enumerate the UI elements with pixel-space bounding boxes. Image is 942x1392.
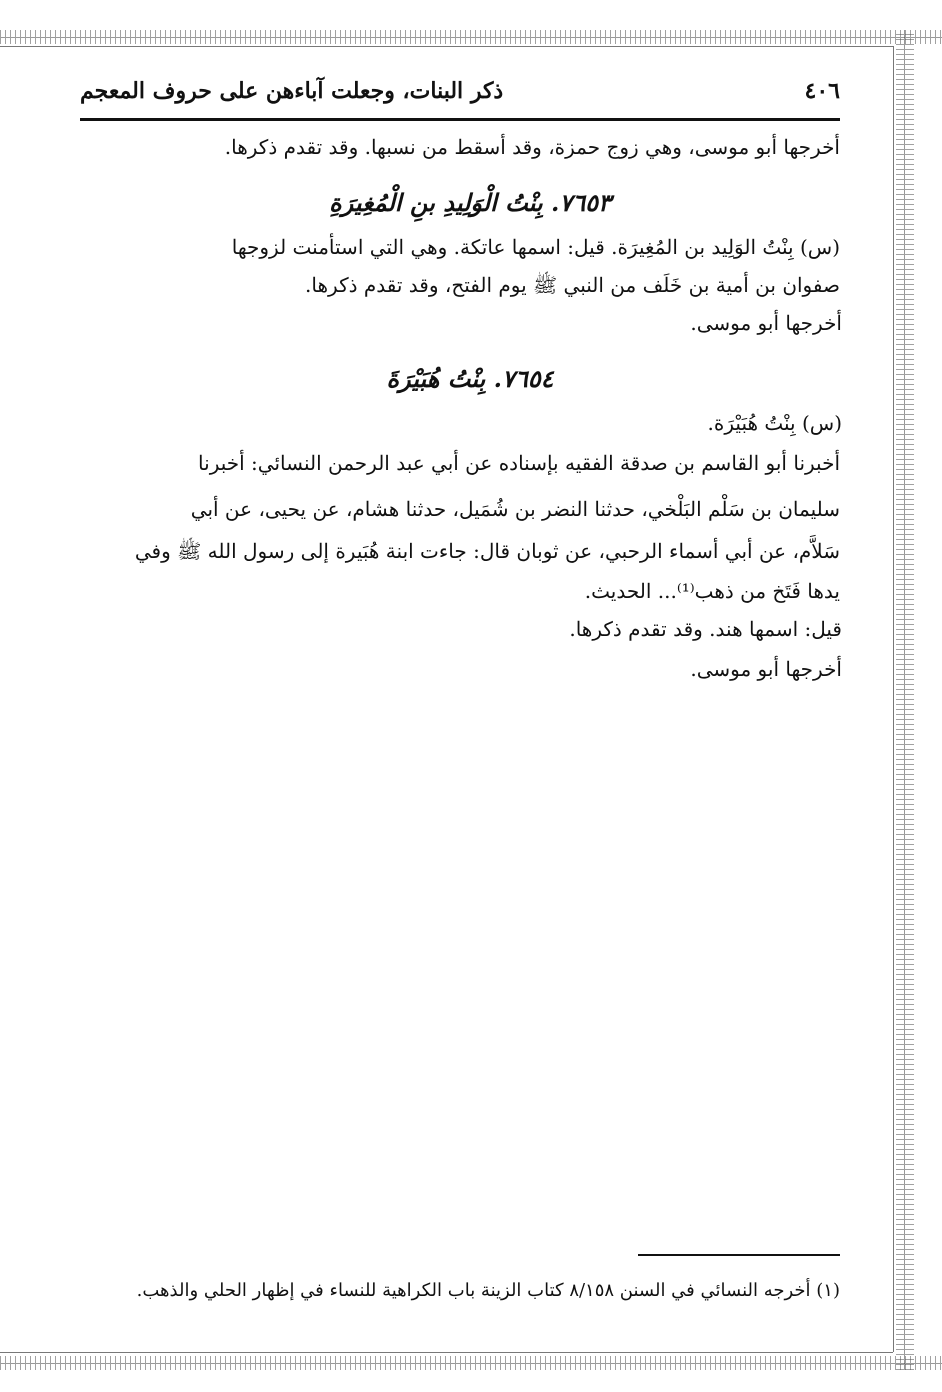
- entry-heading-7654: ٧٦٥٤. بِنْتُ هُبَيْرَةَ: [386, 364, 554, 393]
- footnote: (١) أخرجه النسائي في السنن ٨/١٥٨ كتاب الزينة باب الكراهية للنساء في إظهار الحلي والذهب.: [136, 1280, 840, 1301]
- border-inner-line-top: [0, 46, 893, 47]
- entry-7654-line-7: أخرجها أبو موسى.: [690, 657, 842, 681]
- entry-7653-line-2: صفوان بن أمية بن خَلَف من النبي ﷺ يوم الفتح، وقد تقدم ذكرها.: [305, 273, 840, 297]
- entry-7653-line-3: أخرجها أبو موسى.: [690, 311, 842, 335]
- border-inner-line-bottom: [0, 1352, 893, 1353]
- page-number: ٤٠٦: [804, 78, 840, 104]
- page-header: [80, 78, 840, 118]
- paragraph-intro: أخرجها أبو موسى، وهي زوج حمزة، وقد أسقط من نسبها. وقد تقدم ذكرها.: [224, 135, 840, 159]
- entry-7654-line-2: أخبرنا أبو القاسم بن صدقة الفقيه بإسناده عن أبي عبد الرحمن النسائي: أخبرنا: [198, 451, 840, 475]
- entry-7653-line-1: (س) بِنْتُ الوَلِيد بن المُغِيرَة. قيل: اسمها عاتكة. وهي التي استأمنت لزوجها: [231, 235, 840, 259]
- running-title: ذكر البنات، وجعلت آباءهن على حروف المعجم: [80, 78, 504, 104]
- header-rule: [80, 118, 840, 121]
- page-border-bottom: [0, 1356, 942, 1370]
- entry-7654-line-1: (س) بِنْتُ هُبَيْرَة.: [707, 411, 842, 435]
- footnote-rule: [638, 1254, 840, 1256]
- entry-7654-line-3: سليمان بن سَلْم البَلْخي، حدثنا النضر بن شُمَيل، حدثنا هشام، عن يحيى، عن أبي: [190, 497, 840, 521]
- entry-7654-line-4: سَلاَّم، عن أبي أسماء الرحبي، عن ثوبان قال: جاءت ابنة هُبَيرة إلى رسول الله ﷺ وفي: [134, 539, 840, 563]
- entry-7654-line-6: قيل: اسمها هند. وقد تقدم ذكرها.: [569, 617, 842, 641]
- border-inner-line-right: [893, 46, 894, 1352]
- page-border-top: [0, 30, 942, 44]
- entry-heading-7653: ٧٦٥٣. بِنْتُ الْوَلِيدِ بنِ الْمُغِيرَةِ: [329, 188, 611, 217]
- entry-7654-line-5: يدها فَتَخ من ذهب⁽¹⁾... الحديث.: [584, 579, 840, 603]
- page-border-right: [896, 30, 914, 1370]
